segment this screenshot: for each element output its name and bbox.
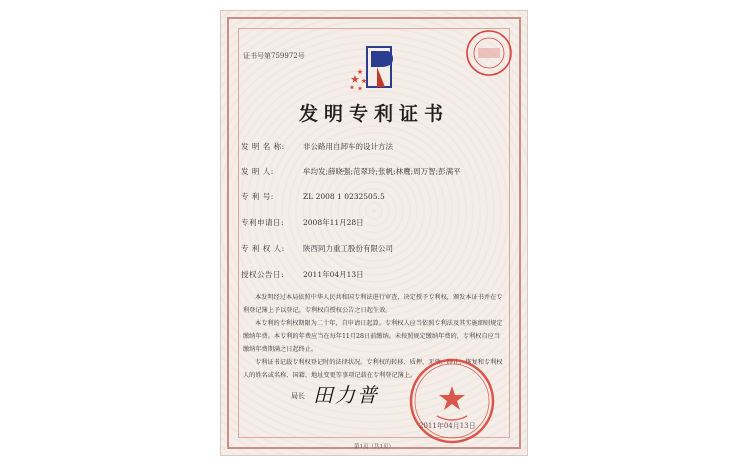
director-signature: 田力普 (313, 383, 379, 407)
field-label: 专 利 权 人: (241, 244, 285, 253)
paragraph: 本专利的专利权期限为二十年，自申请日起算。专利权人应当依照专利法及其实施细则规定缴纳年费。本专利的年费应当在每年11月28日前缴纳。未按照规定缴纳年费的，专利权自应当缴纳年费期满之日起终止。 (243, 320, 503, 353)
top-right-stamp (465, 29, 513, 77)
page-footer: 第1页（共1页） (354, 444, 394, 450)
official-seal (407, 356, 497, 446)
certificate-number: 证书号第759972号 (243, 52, 305, 60)
field-invention-name (241, 141, 393, 152)
field-value: 非公路用自卸车的设计方法 (303, 142, 393, 151)
field-value: 陕西同力重工股份有限公司 (303, 244, 393, 253)
field-label: 发 明 名 称: (241, 142, 285, 151)
paragraph: 本发明经过本局依照中华人民共和国专利法进行审查，决定授予专利权，颁发本证书并在专利登记簿上予以登记。专利权自授权公告之日起生效。 (243, 294, 503, 314)
sipo-logo-icon (347, 41, 407, 93)
certificate-title: 发明专利证书 (298, 103, 449, 125)
field-label: 授权公告日: (241, 270, 285, 279)
field-label: 专 利 号: (241, 192, 274, 201)
field-value: 牟均发;薛晓强;范翠玲;张帆;林鹰;周万智;彭满平 (303, 167, 461, 176)
field-label: 专利申请日: (241, 218, 285, 227)
paragraph: 专利证书记载专利权登记时的法律状况。专利权的转移、质押、无效、终止、恢复和专利权人的姓名或名称、国籍、地址变更等事项记载在专利登记簿上。 (243, 359, 503, 379)
field-value: 2011年04月13日 (303, 270, 364, 279)
field-grant-date (241, 269, 364, 280)
field-inventors (241, 166, 461, 177)
field-value: 2008年11月28日 (303, 218, 364, 227)
seal-date: 2011年04月13日 (419, 422, 476, 430)
field-application-date (241, 217, 364, 228)
field-value: ZL 2008 1 0232505.5 (303, 192, 385, 201)
field-patentee (241, 243, 393, 254)
field-patent-number (241, 191, 385, 202)
patent-certificate (220, 10, 528, 456)
field-label: 发 明 人: (241, 167, 274, 176)
signature-label: 局长 (291, 392, 305, 400)
